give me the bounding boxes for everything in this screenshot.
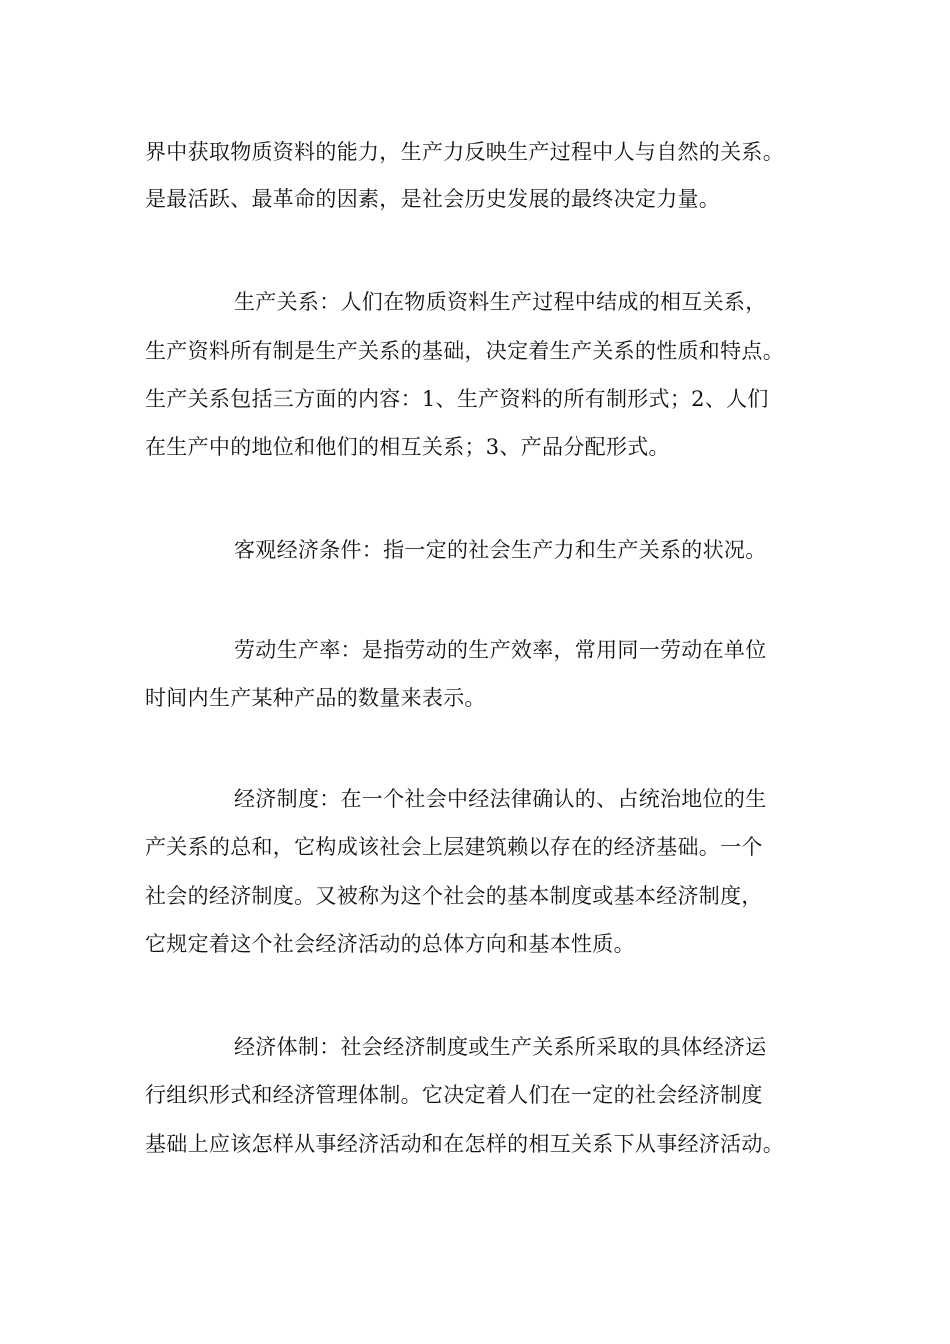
paragraph-line: 是最活跃、最革命的因素，是社会历史发展的最终决定力量。: [145, 187, 721, 211]
paragraph-line: 时间内生产某种产品的数量来表示。: [145, 686, 486, 710]
paragraph-line: 基础上应该怎样从事经济活动和在怎样的相互关系下从事经济活动。: [145, 1132, 784, 1156]
paragraph-line: 行组织形式和经济管理体制。它决定着人们在一定的社会经济制度: [145, 1083, 763, 1107]
paragraph-line: 生产资料所有制是生产关系的基础，决定着生产关系的性质和特点。: [145, 339, 784, 363]
paragraph-line: 客观经济条件：指一定的社会生产力和生产关系的状况。: [234, 538, 767, 562]
paragraph-line: 经济制度：在一个社会中经法律确认的、占统治地位的生: [234, 787, 767, 811]
paragraph-line: 劳动生产率：是指劳动的生产效率，常用同一劳动在单位: [234, 638, 767, 662]
paragraph-line: 界中获取物质资料的能力，生产力反映生产过程中人与自然的关系。: [145, 140, 784, 164]
paragraph-line: 它规定着这个社会经济活动的总体方向和基本性质。: [145, 932, 635, 956]
paragraph-line: 生产关系包括三方面的内容：1、生产资料的所有制形式；2、人们: [145, 387, 769, 411]
paragraph-line: 经济体制：社会经济制度或生产关系所采取的具体经济运: [234, 1035, 767, 1059]
paragraph-line: 产关系的总和，它构成该社会上层建筑赖以存在的经济基础。一个: [145, 835, 763, 859]
paragraph-line: 社会的经济制度。又被称为这个社会的基本制度或基本经济制度，: [145, 884, 763, 908]
paragraph-line: 在生产中的地位和他们的相互关系；3、产品分配形式。: [145, 435, 670, 459]
paragraph-line: 生产关系：人们在物质资料生产过程中结成的相互关系，: [234, 290, 767, 314]
